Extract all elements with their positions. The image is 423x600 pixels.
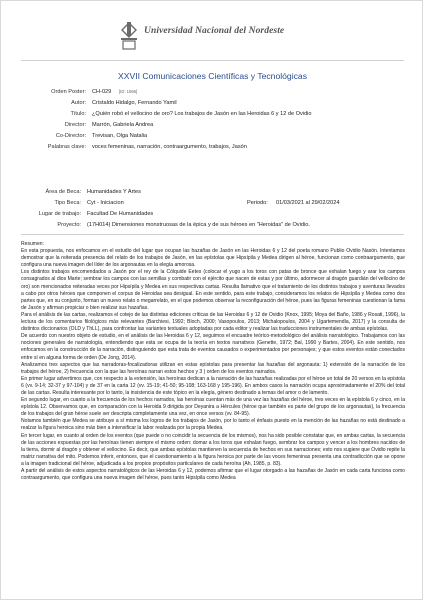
tipo-beca-value: Cyt - Iniciacion — [87, 200, 124, 206]
area-beca-value: Humanidades Y Artes — [87, 189, 141, 195]
autor-label: Autor: — [71, 100, 86, 106]
proyecto-value: (17H014) Dimensiones monstruosas de la épica y de sus héroes en "Heroidas" de Ovidio. — [87, 222, 310, 228]
orden-poster-label: Orden Poster: — [51, 89, 86, 95]
university-emblem-icon — [118, 21, 140, 51]
abstract-paragraph: En segundo lugar, en cuanto a la frecuencia de los hechos narrados, las heroínas cuentan más de una vez las hazañas del héroe, tres veces en la epístola 6 y cinco, en la epístola 12. Observamos que, en comparación con la Heroida 9 dirigida por Deyanira a Hércules (héroe que también es parte del grupo de los argonautas), la frecuencia de los trabajos del gran héroe suele ser descripta completamente una vez, en once versos (vv. 84-95). — [21, 397, 405, 418]
area-beca-label: Área de Beca: — [45, 189, 81, 195]
row-codirector — [1, 131, 423, 141]
abstract-paragraph: Notamos también que Medea se atribuye a sí misma los logros de los trabajos de Jasón, por lo tanto el énfasis puesto en la mención de las hazañas no está destinado a realzar la figura heroica sino más bien a intensificar la labor realizada por la propia Medea. — [21, 418, 405, 432]
row-orden-poster — [1, 87, 423, 97]
autor-value: Cristaldo Hidalgo, Fernando Yamil — [92, 100, 177, 106]
abstract-paragraph: A partir del análisis de estos aspectos narratológicos de las Heroidas 6 y 12, podemos afirmar que el lugar otorgado a las hazañas de Jasón en cada carta funciona como contraargumento, que configura una nueva imagen del héroe, pues tanto Hipsípila como Medea — [21, 468, 405, 482]
row-tipo-beca — [1, 198, 423, 208]
institution-name: Universidad Nacional del Nordeste — [144, 26, 285, 36]
palabras-clave-label: Palabras clave: — [47, 144, 86, 150]
abstract-paragraph: Los distintos trabajos encomendados a Jasón por el rey de la Cólquide Eetes (colocar el yugo a los toros con patas de bronce que exhalan fuego y arar los campos consagrados al dios Marte; sembrar los campos con las semillas y combatir con el ejército que nacen de estas y por último, adormecer al dragón guardián del vellocino de oro) son mencionados reiteradas veces por Hipsípila y Medea en sus respectivas cartas. Resulta llamativo que el tratamiento de los distintos trabajos y aventuras llevados a cabo por otros héroes que componen el corpus de Heroidas sea desigual. En este sentido, para este trabajo, consideramos los relatos de Hipsípila y Medea como dos partes que, en su conjunto, forman un nuevo relato o megarrelato, en el que podemos observar la reconfiguración del héroe, pues las figuras femeninas cuestionan la fama de Jasón y afirman propiciar o bien realizar sus hazañas. — [21, 269, 405, 311]
row-area-beca — [1, 187, 423, 197]
abstract-heading: Resumen: — [21, 241, 45, 247]
abstract-paragraph: En primer lugar advertimos que, con respecto a la extensión, las heroínas dedican a la narración de las hazañas realizadas por el héroe un total de 20 versos en la epístola 6 (vv. 9-14; 32-37 y 97-104) y de 37 en la carta 12 (vv. 15-19; 41-50; 95-108; 163-168 y 195-196). En ambos casos la narración ocupa aproximadamente el 20% del total de las cartas. Resulta interesante por lo tanto, la insistencia de este tópico en la elegía, género destinado a temas del amor o de lamento. — [21, 375, 405, 396]
titulo-value: ¿Quién robó el vellocino de oro? Los trabajos de Jasón en las Heroidas 6 y 12 de Ovidio — [92, 111, 312, 117]
row-lugar-trabajo — [1, 209, 423, 219]
proyecto-label: Proyecto: — [57, 222, 81, 228]
director-label: Director: — [64, 122, 86, 128]
director-value: Marrón, Gabriela Andrea — [92, 122, 154, 128]
tipo-beca-label: Tipo Beca: — [54, 200, 81, 206]
periodo-value: 01/03/2021 al 29/02/2024 — [276, 200, 340, 206]
university-logo — [118, 21, 308, 55]
titulo-label: Título: — [70, 111, 86, 117]
row-director — [1, 120, 423, 130]
abstract-divider — [21, 234, 404, 235]
header-divider — [21, 60, 404, 61]
abstract-paragraph: En esta propuesta, nos enfocamos en el estudio del lugar que ocupan las hazañas de Jasón en las Heroidas 6 y 12 del poeta romano Publio Ovidio Nasón. Intentamos demostrar que la reiterada presencia del relato de los trabajos de Jasón, en las epístolas que Hipsípila y Medea dirigen al héroe, funcionan como contraargumento, que configura una nueva imagen del líder de los argonautas en la elegía amorosa. — [21, 248, 405, 269]
abstract-paragraph: De acuerdo con nuestro objeto de estudio, en el análisis de las Heroidas 6 y 12, seguimos el encuadre teórico-metodológico del análisis narratológico. Trabajamos con las nociones generales de narratología, entendiendo que esta se ocupa de la teoría en textos narrativos (Genette, 1972; Bal, 1990 y Bartes, 2004). En este sentido, nos enfocamos en la construcción de la narración, distinguiendo que esta trata de eventos causados o experimentados por personajes; y que estos eventos están conectados entre sí en alguna forma de orden (De Jong, 2014). — [21, 333, 405, 361]
row-titulo — [1, 109, 423, 119]
orden-poster-value: CH-029 — [92, 89, 112, 95]
poster-id: [ID: 1566] — [119, 89, 138, 94]
conference-title: XXVII Comunicaciones Científicas y Tecnológicas — [118, 71, 307, 81]
lugar-trabajo-value: Facultad De Humanidades — [87, 211, 154, 217]
abstract-paragraph: En tercer lugar, en cuanto al orden de los eventos (que puede o no coincidir la secuencia de los mismos), nos ha sido posible constatar que, en ambas cartas, la secuencia de las acciones expuestas por las heroínas tienen siempre el mismo orden: domar a los toros que exhalan fuego, sembrar los campos y vencer a los hombres nacidos de la tierra, dormir al dragón y obtener el vellocino. Es decir, que ambas epístolas mantienen la secuencia de hechos en sus narraciones; esto nos sugiere que Ovidio repite la matriz narrativa del mito. Podemos inferir, entonces, que el cuestionamiento a la figura heroica por parte de las voces femeninas presenta una contradicción que se opone a la imagen tradicional del héroe, adjudicada a los propios propósitos particulares de cada heroína (Ah, 1985, p. 83). — [21, 432, 405, 467]
codirector-label: Co-Director: — [55, 133, 86, 139]
periodo-label: Periodo: — [247, 200, 268, 206]
row-proyecto — [1, 220, 423, 230]
abstract-paragraph: Analizamos tres aspectos que las narradoras-focalizadoras utilizan en estas epístolas para presentar las hazañas del argonauta: 1) extensión de la narración de los trabajos del héroe, 2) frecuencia con la que las heroínas narran estos hechos y 3 ) orden de los eventos narrados. — [21, 361, 405, 375]
row-autor — [1, 98, 423, 108]
abstract-body — [21, 241, 405, 482]
lugar-trabajo-label: Lugar de trabajo: — [38, 211, 81, 217]
abstract-paragraph: Para el análisis de las cartas, realizamos el cotejo de las distintas ediciones críticas de las Heroidas 6 y 12 de Ovidio (Knox, 1995; Moya del Baño, 1986 y Rosati, 1996), la lectura de los comentarios filológicos más relevantes (Barchiesi, 1992; Bloch, 2000; Vasopoulos, 2013; Michalopoulos, 2004 y Ugartemendía, 2017) y la consulta de distintos diccionarios (OLD y ThLL), para confrontar las variantes textuales adoptadas por cada editor y realizar las traducciones instrumentales de ambas epístolas. — [21, 311, 405, 333]
codirector-value: Trevisan, Olga Natalia — [92, 133, 148, 139]
row-palabras-clave — [1, 142, 423, 152]
palabras-clave-value: voces femeninas, narración, contraargumento, trabajos, Jasón — [92, 144, 247, 150]
